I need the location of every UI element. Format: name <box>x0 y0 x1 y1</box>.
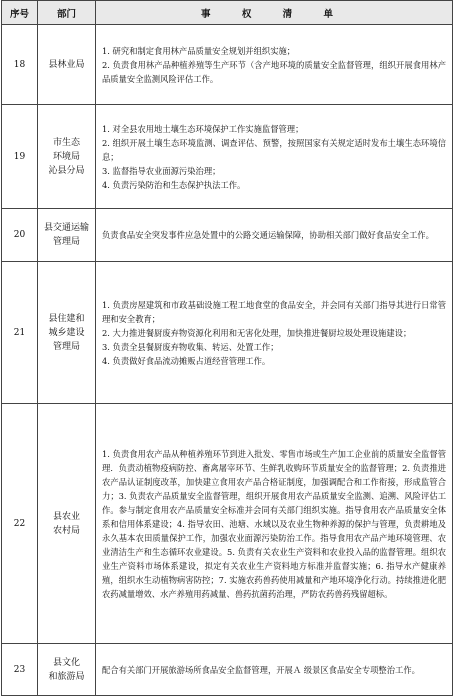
table-row <box>2 644 453 696</box>
row-dept <box>38 262 96 404</box>
dept-line: 市生态 <box>52 137 80 148</box>
dept-line: 县住建和 <box>48 313 85 324</box>
row-duties <box>96 262 453 404</box>
row-dept <box>38 644 96 696</box>
row-duties <box>96 209 453 262</box>
row-dept <box>38 25 96 105</box>
table-row <box>2 209 453 262</box>
row-seq: 20 <box>2 209 38 262</box>
duty-item: 1. 对全县农用地土壤生态环境保护工作实施监督管理； <box>102 123 304 134</box>
row-seq: 21 <box>2 262 38 404</box>
row-duties <box>96 404 453 644</box>
duty-item: 1. 负责房屋建筑和市政基础设施工程工地食堂的食品安全，并会同有关部门指导其进行日常管理和安全教育； <box>102 299 446 324</box>
dept-line: 管理局 <box>52 237 80 247</box>
duty-item: 4. 负责污染防治和生态保护执法工作。 <box>102 179 246 190</box>
row-dept <box>38 105 96 209</box>
duty-item: 4. 负责做好食品流动摊贩占道经营管理工作。 <box>102 355 271 366</box>
dept-line: 和旅游局 <box>48 671 85 682</box>
duty-item: 1. 研究和制定食用林产品质量安全规划并组织实施； <box>102 45 296 56</box>
dept-line: 县农业 <box>52 511 80 522</box>
row-seq: 18 <box>2 25 38 105</box>
dept-line: 城乡建设 <box>48 327 85 338</box>
duty-item: 1. 负责食用农产品从种植养殖环节到进入批发、零售市场或生产加工企业前的质量安全监督管理．负责动植物疫病防控、畜禽屠宰环节、生鲜乳收购环节质量安全的监督管理；2. 负责推进农产品认证制度改革，加快建立食用农产品合格证制度，加强调配合和工作衔接，形成监管合力；3. 负责农产品质量安全监督管理，组织开展食用农产品质量安全监测、追溯、风险评估工作。参与制定食用农产品质量安全标准并会同有关部门组织实施。指导食用农产品质量安全体系和信用体系建设；4. 指导农田、池塘、水域以及农业生物种养源的保护与管理，负责耕地及永久基本农田质量保护工作，加强农业面源污染防治工作。指导食用农产品产地环境管理、农业清洁生产和生态循环农业建设。5. 负责有关农业生产资料和农业投入品的监督管理。组织农业生产资料市场体系建设，拟定有关农业生产资料地方标准并监督实施；6. 指导水产健康养殖，组织水生动植物病害防控；7. 实施农药兽药使用减量和产地环境净化行动。持续推进化肥农药减量增效、水产养殖用药减量、兽药抗菌药治理，严防农药兽药残留超标。 <box>102 448 446 599</box>
row-dept <box>38 404 96 644</box>
row-duties <box>96 105 453 209</box>
header-seq: 序号 <box>2 1 38 25</box>
row-seq: 19 <box>2 105 38 209</box>
row-seq: 23 <box>2 644 38 696</box>
dept-line: 县文化 <box>52 657 80 668</box>
row-duties <box>96 25 453 105</box>
dept-line: 县林业局 <box>48 59 85 70</box>
duty-item: 3. 负责全县餐厨废弃物收集、转运、处置工作； <box>102 341 279 352</box>
duty-item: 2. 负责食用林产品种植养殖等生产环节（含产地环境的质量安全监督管理，组织开展食用林产品质量安全监测风险评估工作。 <box>102 59 446 84</box>
duty-item: 2. 大力推进餐厨废弃物资源化利用和无害化处理，加快推进餐厨垃圾处理设施建设； <box>102 327 412 338</box>
duty-list-table <box>1 0 453 696</box>
dept-line: 沁县分局 <box>48 165 85 176</box>
row-duties <box>96 644 453 696</box>
row-dept <box>38 209 96 262</box>
dept-line: 农村局 <box>52 525 80 536</box>
header-dept: 部门 <box>38 1 96 25</box>
duty-item: 负责食品安全突发事件应急处置中的公路交通运输保障，协助相关部门做好食品安全工作。 <box>102 230 434 240</box>
duty-item: 配合有关部门开展旅游场所食品安全监督管理，开展Ａ 级景区食品安全专项整治工作。 <box>102 664 420 675</box>
table-row <box>2 262 453 404</box>
dept-line: 环境局 <box>52 151 80 162</box>
duty-item: 3. 监督指导农业面源污染治理； <box>102 165 221 176</box>
dept-line: 管理局 <box>52 341 80 352</box>
table-row <box>2 105 453 209</box>
header-duty: 事 权 清 单 <box>96 1 453 25</box>
table-row <box>2 25 453 105</box>
row-seq: 22 <box>2 404 38 644</box>
table-row <box>2 404 453 644</box>
table-header-row <box>2 1 453 25</box>
dept-line: 县交通运输 <box>43 223 89 233</box>
duty-item: 2. 组织开展土壤生态环境监测、调查评估、预警，按照国家有关规定适时发布土壤生态环境信息； <box>102 137 446 162</box>
